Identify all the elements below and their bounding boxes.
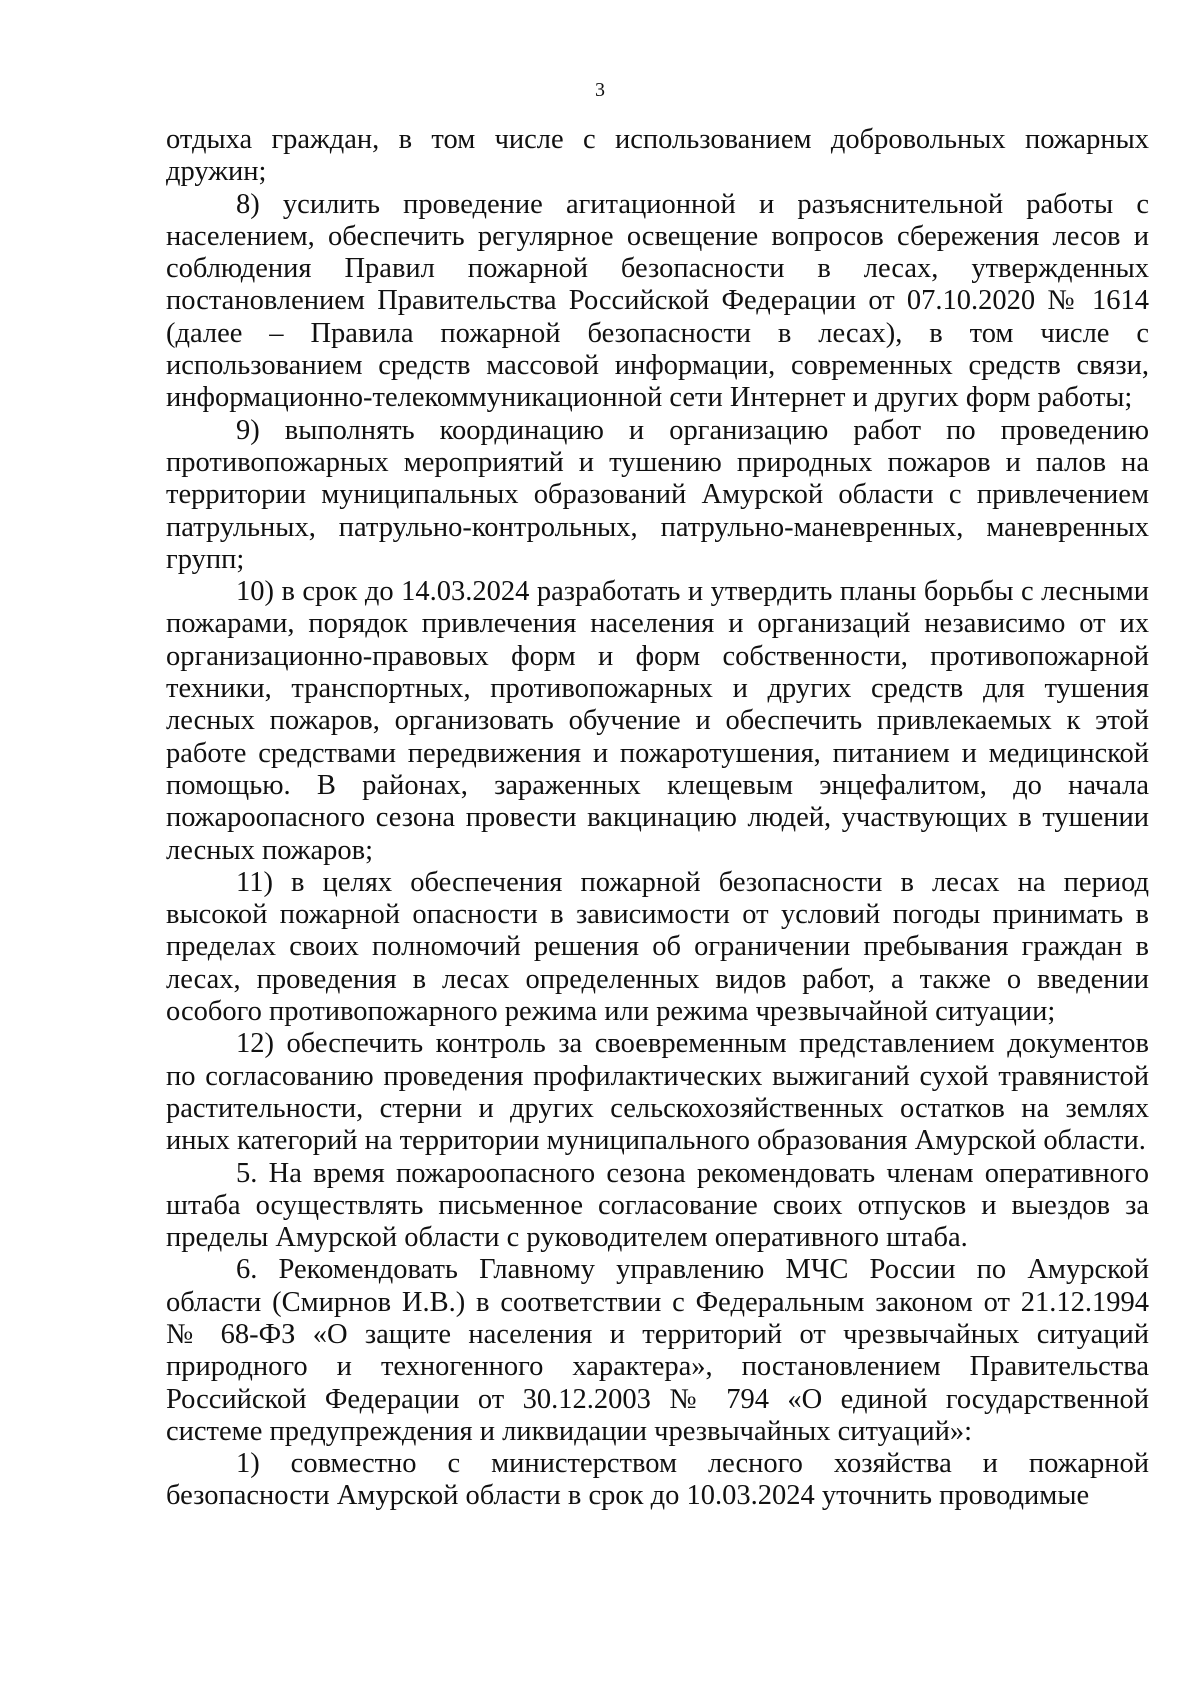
paragraph-section-5: 5. На время пожароопасного сезона рекомендовать членам оперативного штаба осуществлять письменное согласование своих отпусков и выездов за пределы Амурской области с руководителем оперативного штаба. (166, 1157, 1149, 1254)
page-number: 3 (595, 79, 605, 101)
paragraph-continuation: отдыха граждан, в том числе с использованием добровольных пожарных дружин; (166, 124, 1149, 188)
paragraph-item-9: 9) выполнять координацию и организацию работ по проведению противопожарных мероприятий и тушению природных пожаров и палов на территории муниципальных образований Амурской области с привлечением патрульных, патрульно-контрольных, патрульно-маневренных, маневренных групп; (166, 414, 1149, 575)
paragraph-item-8: 8) усилить проведение агитационной и разъяснительной работы с населением, обеспечить регулярное освещение вопросов сбережения лесов и соблюдения Правил пожарной безопасности в лесах, утвержденных постановлением Правительства Российской Федерации от 07.10.2020 № 1614 (далее – Правила пожарной безопасности в лесах), в том числе с использованием средств массовой информации, современных средств связи, информационно-телекоммуникационной сети Интернет и других форм работы; (166, 188, 1149, 414)
paragraph-item-12: 12) обеспечить контроль за своевременным представлением документов по согласованию проведения профилактических выжиганий сухой травянистой растительности, стерни и других сельскохозяйственных остатков на землях иных категорий на территории муниципального образования Амурской области. (166, 1028, 1149, 1157)
paragraph-item-11: 11) в целях обеспечения пожарной безопасности в лесах на период высокой пожарной опасности в зависимости от условий погоды принимать в пределах своих полномочий решения об ограничении пребывания граждан в лесах, проведения в лесах определенных видов работ, а также о введении особого противопожарного режима или режима чрезвычайной ситуации; (166, 866, 1149, 1028)
paragraph-section-6-item-1: 1) совместно с министерством лесного хозяйства и пожарной безопасности Амурской области в срок до 10.03.2024 уточнить проводимые (166, 1448, 1149, 1512)
document-body (166, 124, 1149, 1513)
paragraph-section-6: 6. Рекомендовать Главному управлению МЧС России по Амурской области (Смирнов И.В.) в соответствии с Федеральным законом от 21.12.1994 № 68-ФЗ «О защите населения и территорий от чрезвычайных ситуаций природного и техногенного характера», постановлением Правительства Российской Федерации от 30.12.2003 № 794 «О единой государственной системе предупреждения и ликвидации чрезвычайных ситуаций»: (166, 1254, 1149, 1447)
paragraph-item-10: 10) в срок до 14.03.2024 разработать и утвердить планы борьбы с лесными пожарами, порядок привлечения населения и организаций независимо от их организационно-правовых форм и форм собственности, противопожарной техники, транспортных, противопожарных и других средств для тушения лесных пожаров, организовать обучение и обеспечить привлекаемых к этой работе средствами передвижения и пожаротушения, питанием и медицинской помощью. В районах, зараженных клещевым энцефалитом, до начала пожароопасного сезона провести вакцинацию людей, участвующих в тушении лесных пожаров; (166, 576, 1149, 866)
